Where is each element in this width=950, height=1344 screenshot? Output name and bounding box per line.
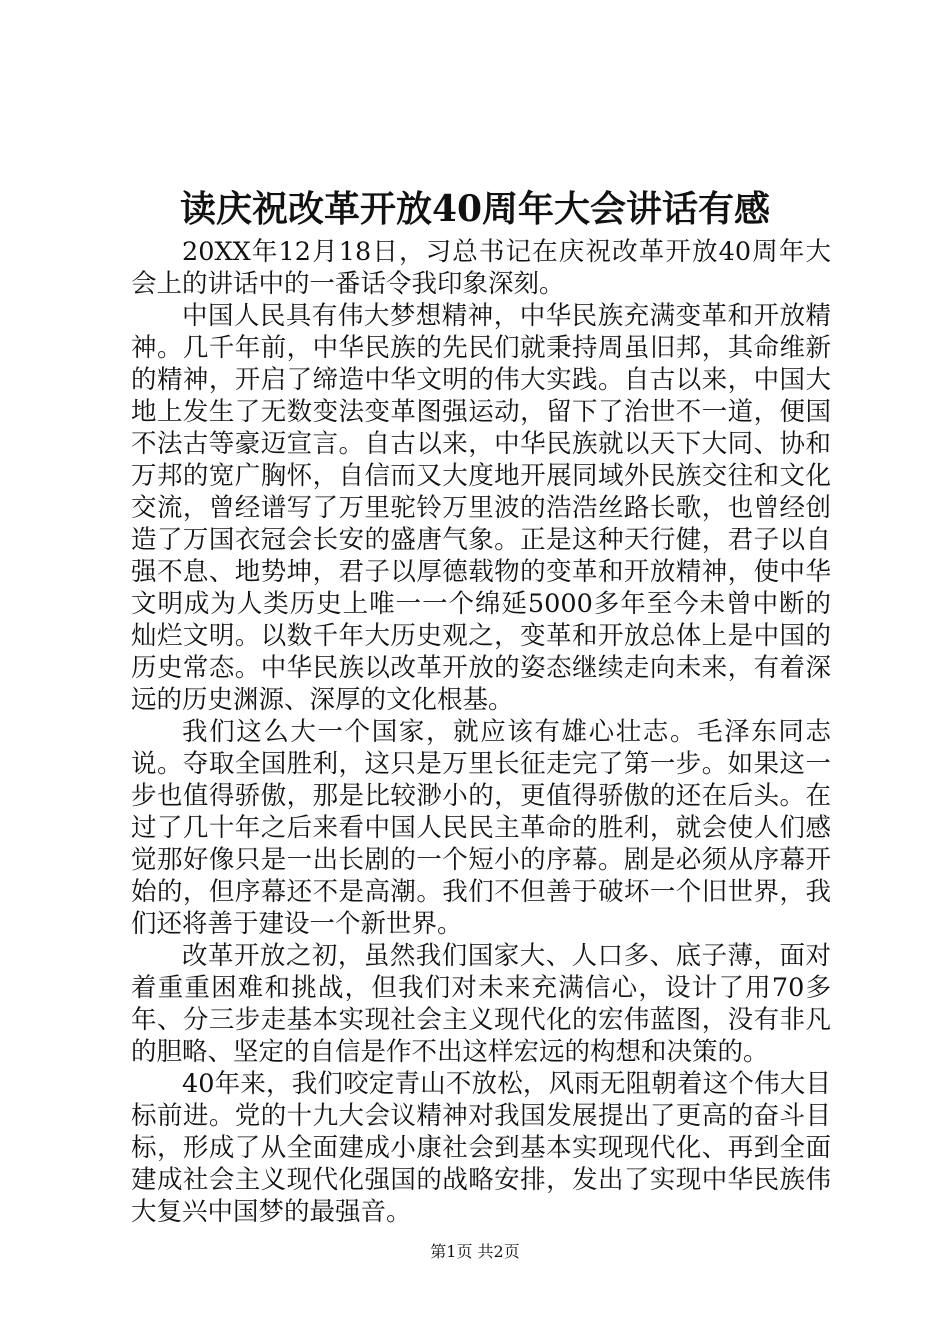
document-body [131,236,831,1228]
paragraph-2: 中国人民具有伟大梦想精神，中华民族充满变革和开放精神。几千年前，中华民族的先民们就秉持周虽旧邦，其命维新的精神，开启了缔造中华文明的伟大实践。自古以来，中国大地上发生了无数变法变革图强运动，留下了治世不一道，便国不法古等豪迈宣言。自古以来，中华民族就以天下大同、协和万邦的宽广胸怀，自信而又大度地开展同域外民族交往和文化交流，曾经谱写了万里驼铃万里波的浩浩丝路长歌，也曾经创造了万国衣冠会长安的盛唐气象。正是这种天行健，君子以自强不息、地势坤，君子以厚德载物的变革和开放精神，使中华文明成为人类历史上唯一一个绵延5000多年至今未曾中断的灿烂文明。以数千年大历史观之，变革和开放总体上是中国的历史常态。中华民族以改革开放的姿态继续走向未来，有着深远的历史渊源、深厚的文化根基。 [131,301,831,715]
paragraph-1: 20XX年12月18日，习总书记在庆祝改革开放40周年大会上的讲话中的一番话令我印象深刻。 [131,237,831,299]
paragraph-5: 40年来，我们咬定青山不放松，风雨无阻朝着这个伟大目标前进。党的十九大会议精神对我国发展提出了更高的奋斗目标，形成了从全面建成小康社会到基本实现现代化、再到全面建成社会主义现代化强国的战略安排，发出了实现中华民族伟大复兴中国梦的最强音。 [131,1069,831,1227]
document-title: 读庆祝改革开放40周年大会讲话有感 [179,188,771,230]
paragraph-4: 改革开放之初，虽然我们国家大、人口多、底子薄，面对着重重困难和挑战，但我们对未来充满信心，设计了用70多年、分三步走基本实现社会主义现代化的宏伟蓝图，没有非凡的胆略、坚定的自信是作不出这样宏远的构想和决策的。 [131,941,831,1067]
page-number-footer: 第1页 共2页 [430,1242,520,1261]
paragraph-3: 我们这么大一个国家，就应该有雄心壮志。毛泽东同志说。夺取全国胜利，这只是万里长征走完了第一步。如果这一步也值得骄傲，那是比较渺小的，更值得骄傲的还在后头。在过了几十年之后来看中国人民民主革命的胜利，就会使人们感觉那好像只是一出长剧的一个短小的序幕。剧是必须从序幕开始的，但序幕还不是高潮。我们不但善于破坏一个旧世界，我们还将善于建设一个新世界。 [131,717,831,939]
